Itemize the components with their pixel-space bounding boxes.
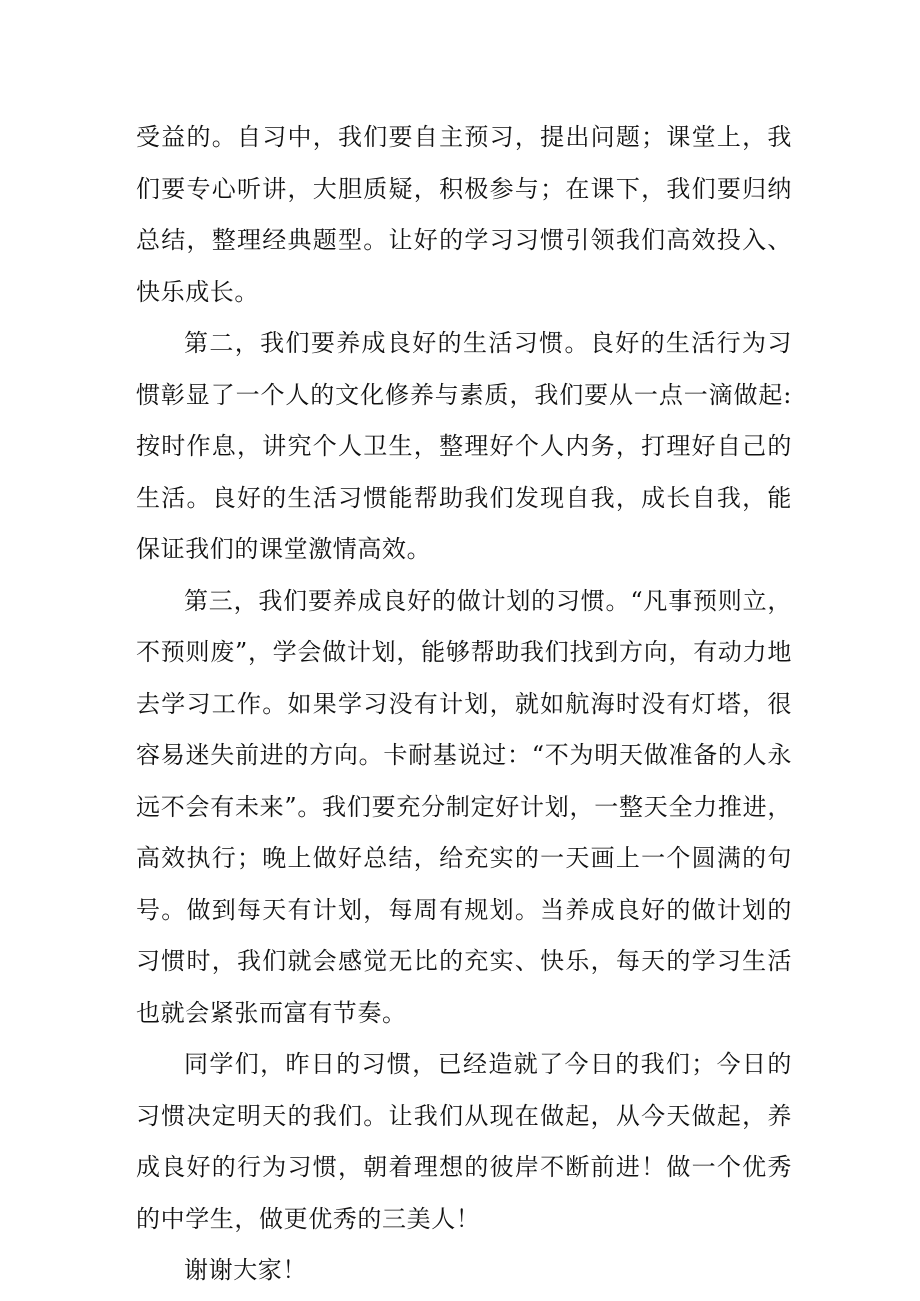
paragraph-living-habits: 第二，我们要养成良好的生活习惯。良好的生活行为习惯彰显了一个人的文化修养与素质，我们要从一点一滴做起:按时作息，讲究个人卫生，整理好个人内务，打理好自己的生活。良好的生活习惯能帮助我们发现自我，成长自我，能保证我们的课堂激情高效。 xyxy=(136,329,792,563)
paragraph-planning-habits: 第三，我们要养成良好的做计划的习惯。“凡事预则立，不预则废”，学会做计划，能够帮助我们找到方向，有动力地去学习工作。如果学习没有计划，就如航海时没有灯塔，很容易迷失前进的方向。卡耐基说过：“不为明天做准备的人永远不会有未来”。我们要充分制定好计划，一整天全力推进，高效执行；晚上做好总结，给充实的一天画上一个圆满的句号。做到每天有计划，每周有规划。当养成良好的做计划的习惯时，我们就会感觉无比的充实、快乐，每天的学习生活也就会紧张而富有节奏。 xyxy=(136,586,792,1027)
paragraph-thanks: 谢谢大家！ xyxy=(184,1256,307,1284)
paragraph-closing-appeal: 同学们，昨日的习惯，已经造就了今日的我们；今日的习惯决定明天的我们。让我们从现在做起，从今天做起，养成良好的行为习惯，朝着理想的彼岸不断前进！做一个优秀的中学生，做更优秀的三美人！ xyxy=(136,1050,792,1233)
paragraph-continuation: 受益的。自习中，我们要自主预习，提出问题；课堂上，我们要专心听讲，大胆质疑，积极参与；在课下，我们要归纳总结，整理经典题型。让好的学习习惯引领我们高效投入、快乐成长。 xyxy=(136,123,792,306)
document-body xyxy=(136,112,792,1297)
